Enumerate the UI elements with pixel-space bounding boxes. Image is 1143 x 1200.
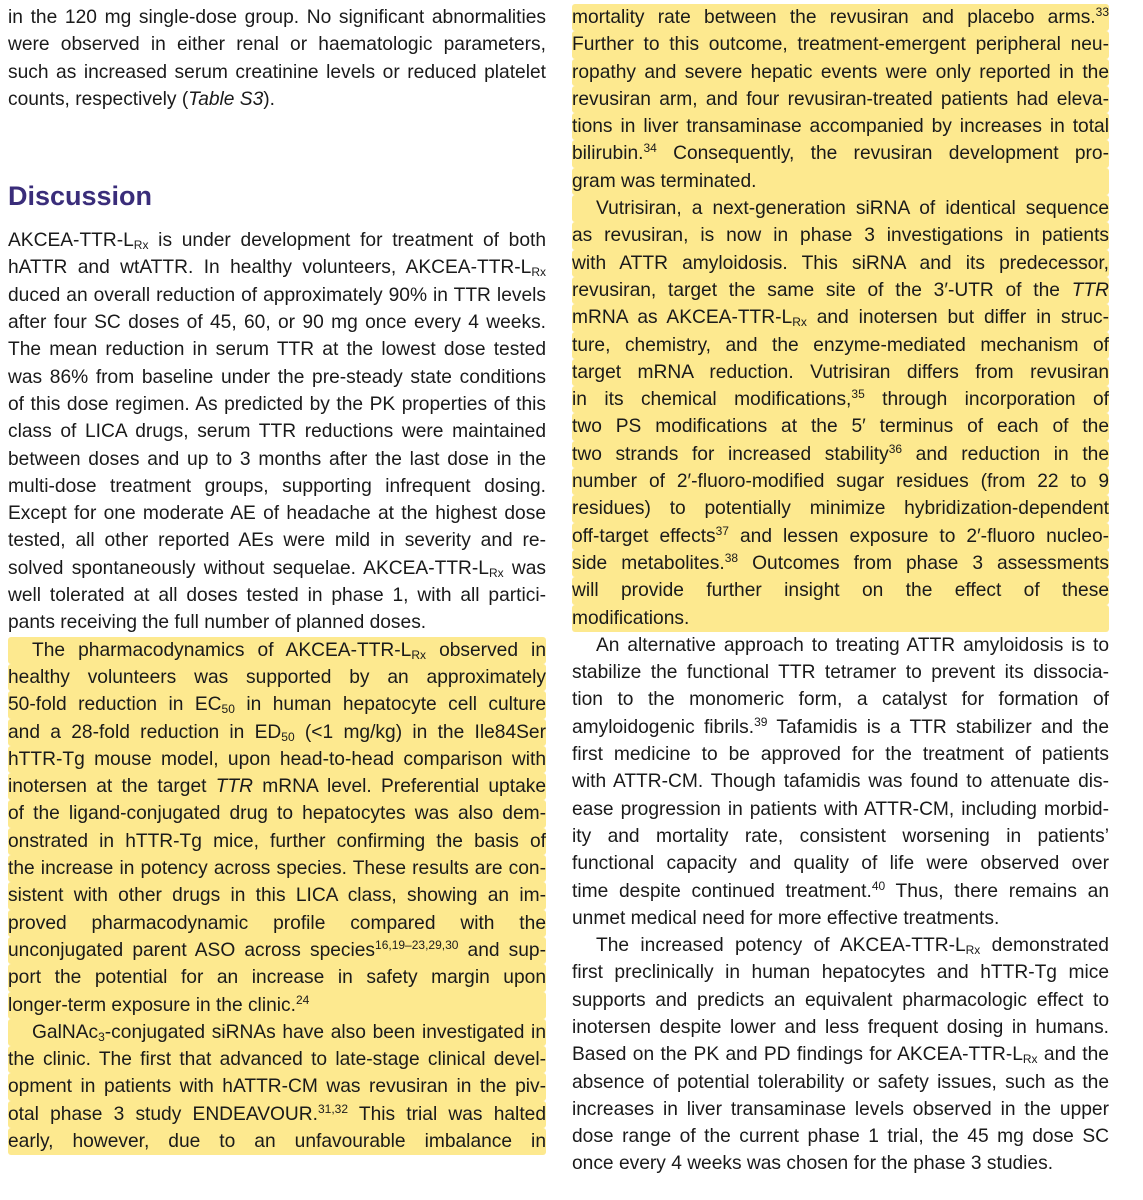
text-line: unconjugated parent ASO across species$^{16,19-23,29,30}$ and sup- — [8, 937, 546, 964]
text-line: solved spontaneously without sequelae. AKCEA-$TTR-L_{Rx}$ was — [8, 557, 546, 580]
text-line: tested, all other reported AEs were mild in severity and re- — [8, 530, 546, 552]
text-line: opment in patients with hATTR-CM was revusiran in the piv- — [8, 1073, 546, 1100]
left-column — [8, 4, 546, 1155]
text-line: hATTR and wtATTR. In healthy volunteers, AKCEA-$TTR-L_{Rx}$ — [8, 257, 546, 280]
text-line: modifications. — [572, 605, 1109, 632]
text-line: such as increased serum creatinine levels or reduced platelet — [8, 61, 546, 83]
section-heading: Discussion — [8, 181, 153, 212]
right-paragraph-4 — [572, 932, 1109, 1178]
right-paragraph-1-highlighted — [572, 4, 1109, 195]
text-line: absence of potential tolerability or safety issues, such as the — [572, 1071, 1109, 1093]
text-line: mortality rate between the revusiran and placebo arms.$^{33}$ — [572, 4, 1109, 31]
left-paragraph-3-highlighted — [8, 1019, 546, 1155]
text-line: revusiran arm, and four revusiran-treated patients had eleva- — [572, 86, 1109, 113]
text-line: AKCEA-$TTR-L_{Rx}$ is under development for treatment of both — [8, 230, 546, 253]
text-line: dose range of the current phase 1 trial, the 45 mg dose SC — [572, 1126, 1109, 1148]
text-line: well tolerated at all doses tested in phase 1, with all partici- — [8, 585, 546, 607]
text-line: two PS modifications at the 5′ terminus of each of the — [572, 413, 1109, 440]
text-line: GalNAc$_3$-conjugated siRNAs have also been investigated in — [8, 1019, 546, 1046]
text-line: of this dose regimen. As predicted by the PK properties of this — [8, 393, 546, 415]
text-line: duced an overall reduction of approximately 90% in TTR levels — [8, 284, 546, 306]
text-line: bilirubin.$^{34}$ Consequently, the revusiran development pro- — [572, 140, 1109, 167]
text-line: Based on the PK and PD findings for AKCEA-$TTR-L_{Rx}$ and the — [572, 1044, 1109, 1067]
text-line: mRNA as AKCEA-$TTR-L_{Rx}$ and inotersen but differ in struc- — [572, 304, 1109, 331]
text-line: healthy volunteers was supported by an approximately — [8, 664, 546, 691]
text-line: ease progression in patients with ATTR-CM, including morbid- — [572, 798, 1109, 820]
text-line: was 86% from baseline under the pre-steady state conditions — [8, 366, 546, 388]
text-line: the increase in potency across species. These results are con- — [8, 855, 546, 882]
text-line: port the potential for an increase in safety margin upon — [8, 964, 546, 991]
text-line: in its chemical modifications,$^{35}$ through incorporation of — [572, 386, 1109, 413]
text-line: with ATTR-CM. Though tafamidis was found to attenuate dis- — [572, 771, 1109, 793]
text-line: counts, respectively (Table S3). — [8, 88, 276, 110]
text-line: proved pharmacodynamic profile compared with the — [8, 910, 546, 937]
text-line: functional capacity and quality of life were observed over — [572, 853, 1109, 875]
text-line: revusiran, target the same site of the 3′-UTR of the TTR — [572, 277, 1109, 304]
text-line: first medicine to be approved for the treatment of patients — [572, 744, 1109, 766]
text-line: of the ligand-conjugated drug to hepatocytes was also dem- — [8, 800, 546, 827]
text-line: class of LICA drugs, serum TTR reductions were maintained — [8, 421, 546, 443]
text-line: The increased potency of AKCEA-$TTR-L_{Rx}$ demonstrated — [596, 935, 1109, 958]
text-line: unmet medical need for more effective treatments. — [572, 907, 1000, 929]
text-line: ity and mortality rate, consistent worsening in patients’ — [572, 825, 1109, 847]
text-line: ropathy and severe hepatic events were only reported in the — [572, 59, 1109, 86]
text-line: as revusiran, is now in phase 3 investigations in patients — [572, 222, 1109, 249]
text-line: first preclinically in human hepatocytes and hTTR-Tg mice — [572, 962, 1109, 984]
text-line: will provide further insight on the effect of these — [572, 577, 1109, 604]
text-line: inotersen at the target TTR mRNA level. Preferential uptake — [8, 773, 546, 800]
text-line: inotersen despite lower and less frequent dosing in humans. — [572, 1016, 1109, 1038]
left-paragraph-2-highlighted — [8, 637, 546, 1019]
text-line: tion to the monomeric form, a catalyst for formation of — [572, 689, 1109, 711]
text-line: An alternative approach to treating ATTR amyloidosis is to — [596, 634, 1109, 656]
right-paragraph-3 — [572, 632, 1109, 932]
text-line: were observed in either renal or haematologic parameters, — [8, 34, 546, 56]
text-line: between doses and up to 3 months after the last dose in the — [8, 448, 546, 470]
right-paragraph-2-highlighted — [572, 195, 1109, 632]
text-line: residues) to potentially minimize hybridization-dependent — [572, 495, 1109, 522]
text-line: tions in liver transaminase accompanied by increases in total — [572, 113, 1109, 140]
text-line: hTTR-Tg mouse model, upon head-to-head comparison with — [8, 746, 546, 773]
text-line: once every 4 weeks was chosen for the phase 3 studies. — [572, 1153, 1054, 1175]
text-line: The pharmacodynamics of AKCEA-$TTR-L_{Rx}$ observed in — [8, 637, 546, 664]
text-line: multi-dose treatment groups, supporting infrequent dosing. — [8, 475, 546, 497]
text-line: otal phase 3 study ENDEAVOUR.$^{31,32}$ This trial was halted — [8, 1101, 546, 1128]
text-line: Except for one moderate AE of headache at the highest dose — [8, 503, 546, 525]
text-line: in the 120 mg single-dose group. No significant abnormalities — [8, 7, 546, 28]
text-line: 50-fold reduction in $EC_{50}$ in human hepatocyte cell culture — [8, 691, 546, 718]
text-line: pants receiving the full number of planned doses. — [8, 612, 427, 634]
text-line: and a 28-fold reduction in $ED_{50}$ (<1 mg/kg) in the Ile84Ser — [8, 719, 546, 746]
text-line: The mean reduction in serum TTR at the lowest dose tested — [8, 339, 546, 361]
text-line: amyloidogenic fibrils.$^{39}$ Tafamidis is a TTR stabilizer and the — [572, 714, 1109, 738]
text-line: two strands for increased stability$^{36}$ and reduction in the — [572, 441, 1109, 468]
left-paragraph-1 — [8, 227, 546, 636]
text-line: sistent with other drugs in this LICA class, showing an im- — [8, 882, 546, 909]
left-top-paragraph — [8, 4, 546, 113]
text-line: after four SC doses of 45, 60, or 90 mg once every 4 weeks. — [8, 312, 546, 334]
text-line: side metabolites.$^{38}$ Outcomes from phase 3 assessments — [572, 550, 1109, 577]
text-line: early, however, due to an unfavourable imbalance in — [8, 1128, 546, 1155]
text-line: Vutrisiran, a next-generation siRNA of identical sequence — [572, 195, 1109, 222]
text-line: off-target effects$^{37}$ and lessen exposure to 2′-fluoro nucleo- — [572, 523, 1109, 550]
text-line: gram was terminated. — [572, 168, 1109, 195]
text-line: time despite continued treatment.$^{40}$ Thus, there remains an — [572, 878, 1109, 902]
text-line: increases in liver transaminase levels observed in the upper — [572, 1098, 1109, 1120]
text-line: Further to this outcome, treatment-emergent peripheral neu- — [572, 31, 1109, 58]
text-line: target mRNA reduction. Vutrisiran differs from revusiran — [572, 359, 1109, 386]
right-column — [572, 4, 1109, 1178]
text-line: longer-term exposure in the clinic.$^{24}$ — [8, 992, 546, 1019]
text-line: ture, chemistry, and the enzyme-mediated mechanism of — [572, 332, 1109, 359]
text-line: number of 2′-fluoro-modified sugar residues (from 22 to 9 — [572, 468, 1109, 495]
text-line: onstrated in hTTR-Tg mice, further confirming the basis of — [8, 828, 546, 855]
text-line: supports and predicts an equivalent pharmacologic effect to — [572, 989, 1109, 1011]
text-line: the clinic. The first that advanced to late-stage clinical devel- — [8, 1046, 546, 1073]
text-line: stabilize the functional TTR tetramer to prevent its dissocia- — [572, 662, 1109, 684]
text-line: with ATTR amyloidosis. This siRNA and its predecessor, — [572, 250, 1109, 277]
